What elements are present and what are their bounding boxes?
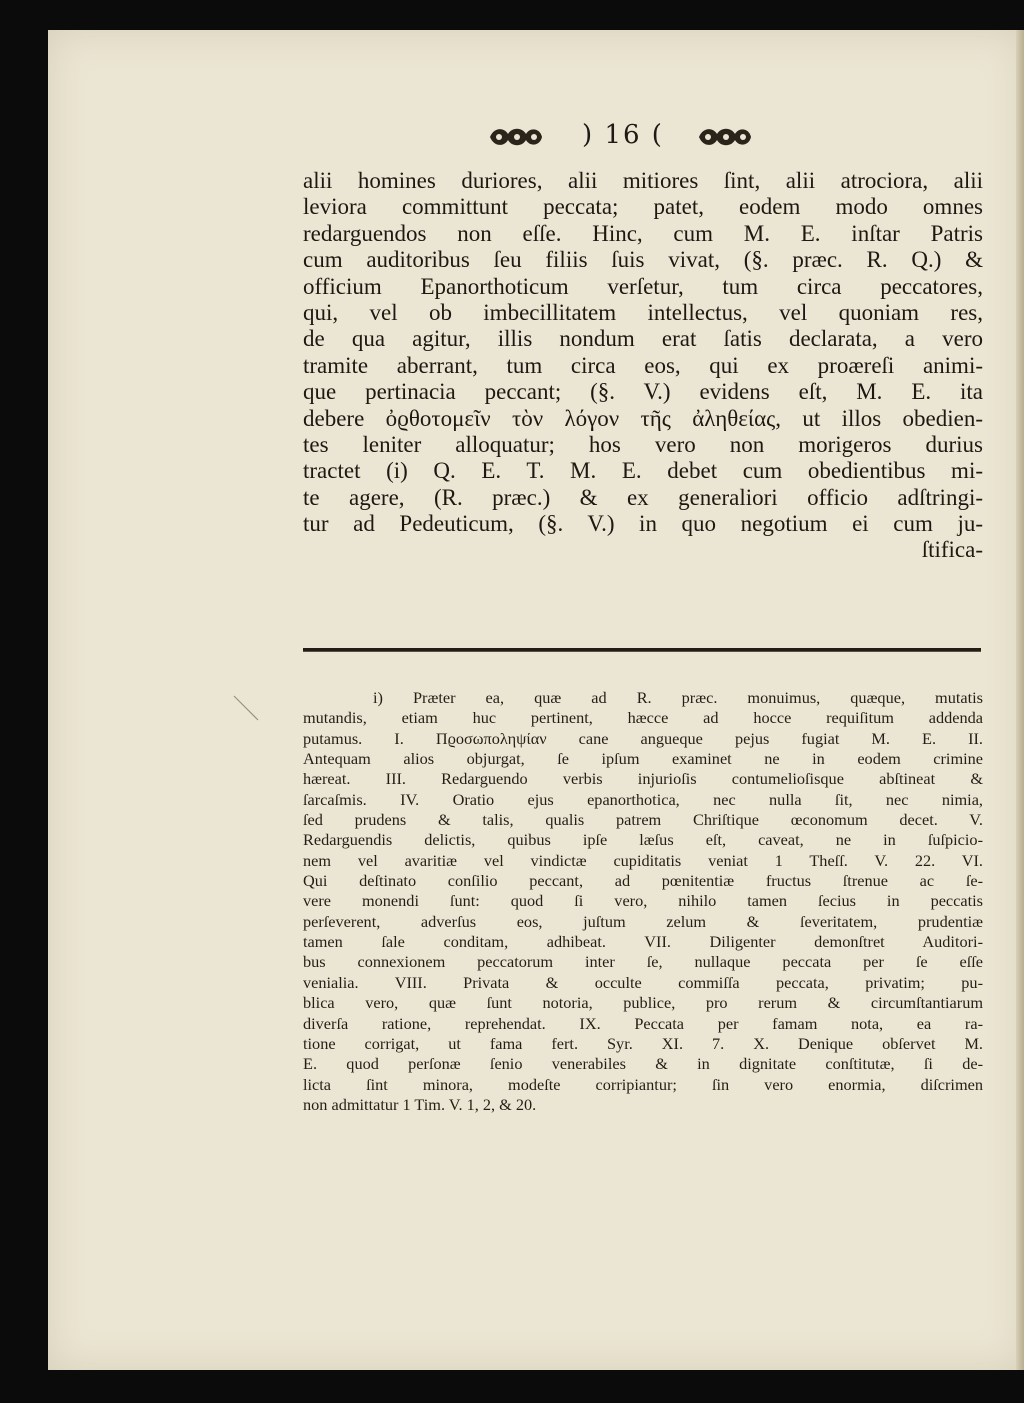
margin-mark-icon: [232, 694, 262, 722]
body-line-catchword: ſtifica-: [921, 537, 983, 563]
footnote-line: mutandis, etiam huc pertinent, hæcce ad hocce requiſitum addenda: [303, 708, 983, 728]
footnote-line: perſeverent, adverſus eos, juſtum zelum & ſeveritatem, prudentiæ: [303, 911, 983, 931]
body-line: alii homines duriores, alii mitiores ſint, alii atrociora, alii: [303, 168, 983, 193]
body-line: que pertinacia peccant; (§. V.) evidens eſt, M. E. ita: [303, 379, 983, 405]
footnote-line: venialia. VIII. Privata & occulte commiſſa peccata, privatim; pu-: [303, 972, 983, 992]
footnote-line: vere monendi ſunt: quod ſi vero, nihilo tamen ſecius in peccatis: [303, 891, 983, 911]
footnote-line: ſed prudens & talis, qualis patrem Chriſtique œconomum decet. V.: [303, 810, 983, 830]
footnote-line: Qui deſtinato conſilio peccant, ad pœnitentiæ fructus ſtrenue ac ſe-: [303, 871, 983, 891]
footnote-line: blica vero, quæ ſunt notoria, publice, pro rerum & circumſtantiarum: [303, 993, 983, 1013]
body-line: de qua agitur, illis nondum erat ſatis declarata, a vero: [303, 326, 983, 352]
right-ornament-icon: [695, 124, 755, 150]
body-line: te agere, (R. præc.) & ex generaliori officio adſtringi-: [303, 484, 983, 510]
footnote-line: Redarguendis delictis, quibus ipſe læſus eſt, caveat, ne in ſuſpicio-: [303, 830, 983, 850]
body-line: tramite aberrant, tum circa eos, qui ex proæreſi animi-: [303, 352, 983, 378]
footnote-line: licta ſint minora, modeſte corripiantur; ſin vero enormia, diſcrimen: [303, 1074, 983, 1094]
body-line: tractet (i) Q. E. T. M. E. debet cum obedientibus mi-: [303, 458, 983, 484]
footnote-rule: [303, 648, 981, 652]
footnote-line: putamus. I. Πϱοσωποληψίαν cane angueque pejus fugiat M. E. II.: [303, 728, 983, 748]
page-edge: [1016, 30, 1024, 1370]
body-line: leviora committunt peccata; patet, eodem modo omnes: [303, 194, 983, 220]
body-line: cum auditoribus ſeu filiis ſuis vivat, (§. præc. R. Q.) &: [303, 247, 983, 273]
footnote-line: bus connexionem peccatorum inter ſe, nullaque peccata per ſe eſſe: [303, 952, 983, 972]
body-line: tes leniter alloquatur; hos vero non morigeros durius: [303, 431, 983, 457]
footnote: [303, 688, 983, 1115]
footnote-line: diverſa ratione, reprehendat. IX. Peccata per famam nota, ea ra-: [303, 1013, 983, 1033]
footnote-line: E. quod perſonæ ſenio venerabiles & in dignitate conſtitutæ, ſi de-: [303, 1054, 983, 1074]
footnote-line: hæreat. III. Redarguendo verbis injurioſis contumelioſisque abſtineat &: [303, 769, 983, 789]
body-line: debere ὀϱθοτομεῖν τὸν λόγον τῆς ἀληθείας, ut illos obedien-: [303, 405, 983, 431]
footnote-line: i) Præter ea, quæ ad R. præc. monuimus, quæque, mutatis: [373, 688, 983, 707]
page-number: ) 16 (: [582, 120, 664, 150]
left-ornament-icon: [486, 124, 546, 150]
main-paragraph: [303, 168, 983, 564]
footnote-line: non admittatur 1 Tim. V. 1, 2, & 20.: [303, 1094, 537, 1114]
body-line: tur ad Pedeuticum, (§. V.) in quo negotium ei cum ju-: [303, 511, 983, 537]
footnote-line: tamen ſale conditam, adhibeat. VII. Diligenter demonſtret Auditori-: [303, 932, 983, 952]
running-head: [0, 120, 1024, 160]
footnote-line: tione corrigat, ut fama fert. Syr. XI. 7. X. Denique obſervet M.: [303, 1033, 983, 1053]
footnote-line: nem vel avaritiæ vel vindictæ cupiditatis veniat 1 Theſſ. V. 22. VI.: [303, 850, 983, 870]
footnote-line: Antequam alios objurgat, ſe ipſum examinet ne in eodem crimine: [303, 749, 983, 769]
body-line: redarguendos non eſſe. Hinc, cum M. E. inſtar Patris: [303, 220, 983, 246]
body-line: officium Epanorthoticum verſetur, tum circa peccatores,: [303, 273, 983, 299]
body-line: qui, vel ob imbecillitatem intellectus, vel quoniam res,: [303, 299, 983, 325]
footnote-line: ſarcaſmis. IV. Oratio ejus epanorthotica, nec nulla ſit, nec nimia,: [303, 789, 983, 809]
